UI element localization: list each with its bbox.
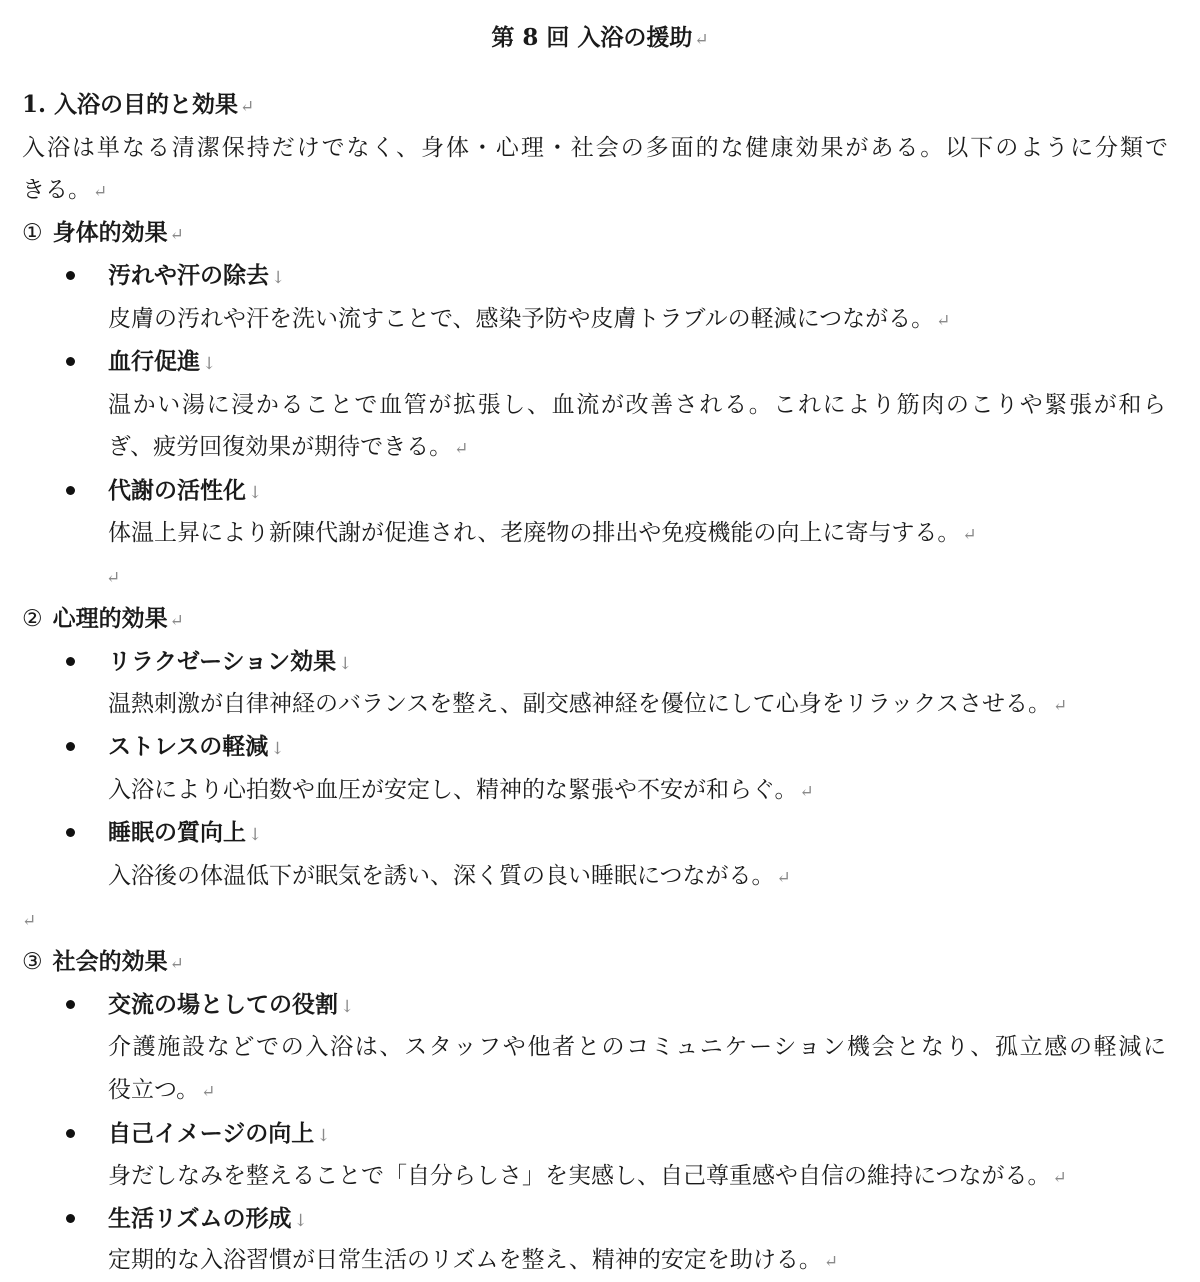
paragraph-mark: ↵ (936, 311, 951, 331)
item-heading-text: 自己イメージの向上 (108, 1120, 315, 1147)
item-heading-text: リラクゼーション効果 (108, 648, 337, 675)
item-body-text: 温熱刺激が自律神経のバランスを整え、副交感神経を優位にして心身をリラックスさせる。 (108, 691, 1051, 717)
intro-line (22, 132, 1168, 164)
line-break-mark: ↓ (248, 483, 263, 503)
bullet-icon (66, 742, 75, 751)
intro-line-text: きる。 (22, 177, 91, 203)
paragraph-mark: ↵ (201, 1082, 216, 1102)
line-break-mark: ↓ (271, 268, 286, 288)
category-number: ③ (22, 949, 43, 975)
page-title-text: 第 8 回 入浴の援助 (491, 24, 693, 51)
item-heading (108, 817, 262, 849)
item-body-line (108, 1244, 838, 1276)
empty-paragraph (20, 903, 36, 935)
paragraph-mark: ↵ (1053, 696, 1068, 716)
item-body-text: 役立つ。 (108, 1077, 200, 1103)
line-break-mark: ↓ (293, 1211, 308, 1231)
page-title (0, 22, 1200, 54)
paragraph-mark: ↵ (962, 525, 977, 545)
section-heading (22, 89, 254, 121)
bullet-icon (66, 657, 75, 666)
bullet-icon (66, 1000, 75, 1009)
item-heading (108, 346, 216, 378)
bullet-icon (66, 486, 75, 495)
section-heading-text: 1. 入浴の目的と効果 (22, 91, 239, 118)
item-heading (108, 989, 354, 1021)
paragraph-mark: ↵ (823, 1252, 839, 1272)
line-break-mark: ↓ (270, 739, 285, 759)
bullet-icon (66, 1214, 75, 1223)
paragraph-mark: ↵ (169, 611, 184, 631)
paragraph-mark: ↵ (169, 225, 184, 245)
item-heading-text: ストレスの軽減 (108, 733, 269, 760)
item-body-line (108, 860, 791, 892)
item-body-line (108, 389, 1166, 421)
item-body-text: 入浴により心拍数や血圧が安定し、精神的な緊張や不安が和らぐ。 (108, 777, 798, 803)
empty-paragraph (104, 560, 120, 592)
category-heading-psychological (22, 603, 184, 635)
item-body-text: 介護施設などでの入浴は、スタッフや他者とのコミュニケーション機会となり、孤立感の軽減に (108, 1034, 1166, 1060)
paragraph-mark: ↵ (106, 568, 121, 588)
item-heading-text: 生活リズムの形成 (108, 1205, 292, 1232)
category-label: 身体的効果 (52, 219, 168, 246)
paragraph-mark: ↵ (240, 97, 255, 117)
category-heading-social (22, 946, 184, 978)
intro-line-text: 入浴は単なる清潔保持だけでなく、身体・心理・社会の多面的な健康効果がある。以下のように分類で (22, 135, 1168, 161)
item-heading (108, 260, 285, 292)
item-body-line (108, 1160, 1067, 1192)
item-heading (108, 1118, 331, 1150)
paragraph-mark: ↵ (1052, 1168, 1067, 1188)
category-number: ① (22, 220, 43, 246)
item-body-text: 体温上昇により新陳代謝が促進され、老廃物の排出や免疫機能の向上に寄与する。 (108, 520, 961, 546)
category-label: 心理的効果 (52, 605, 168, 632)
bullet-icon (66, 357, 75, 366)
bullet-icon (66, 828, 75, 837)
line-break-mark: ↓ (248, 825, 263, 845)
item-body-line (108, 303, 950, 335)
paragraph-mark: ↵ (454, 439, 469, 459)
item-heading-text: 代謝の活性化 (108, 477, 246, 504)
item-body-line (108, 1074, 215, 1106)
item-body-text: ぎ、疲労回復効果が期待できる。 (108, 434, 453, 460)
item-heading-text: 交流の場としての役割 (108, 991, 338, 1018)
paragraph-mark: ↵ (694, 30, 709, 50)
paragraph-mark: ↵ (22, 911, 37, 931)
bullet-icon (66, 271, 75, 280)
line-break-mark: ↓ (340, 997, 355, 1017)
line-break-mark: ↓ (202, 354, 217, 374)
category-label: 社会的効果 (52, 948, 168, 975)
category-number: ② (22, 606, 43, 632)
paragraph-mark: ↵ (799, 782, 814, 802)
item-body-text: 身だしなみを整えることで「自分らしさ」を実感し、自己尊重感や自信の維持につながる。 (108, 1163, 1051, 1189)
line-break-mark: ↓ (316, 1126, 331, 1146)
item-heading (108, 731, 285, 763)
intro-line (22, 174, 107, 206)
item-body-line (108, 431, 468, 463)
item-heading-text: 汚れや汗の除去 (108, 262, 269, 289)
item-body-line (108, 517, 977, 549)
item-body-line (108, 688, 1067, 720)
item-heading (108, 646, 352, 678)
bullet-icon (66, 1129, 75, 1138)
item-body-text: 温かい湯に浸かることで血管が拡張し、血流が改善される。これにより筋肉のこりや緊張が和ら (108, 392, 1166, 418)
item-heading-text: 血行促進 (108, 348, 200, 375)
item-heading (108, 1203, 308, 1235)
item-body-text: 入浴後の体温低下が眠気を誘い、深く質の良い睡眠につながる。 (108, 863, 775, 889)
item-heading-text: 睡眠の質向上 (108, 819, 246, 846)
item-body-line (108, 1031, 1166, 1063)
item-heading (108, 475, 262, 507)
item-body-text: 皮膚の汚れや汗を洗い流すことで、感染予防や皮膚トラブルの軽減につながる。 (108, 306, 935, 332)
item-body-text: 定期的な入浴習慣が日常生活のリズムを整え、精神的安定を助ける。 (108, 1247, 822, 1273)
category-heading-physical (22, 217, 184, 249)
paragraph-mark: ↵ (169, 954, 184, 974)
item-body-line (108, 774, 814, 806)
paragraph-mark: ↵ (776, 868, 791, 888)
line-break-mark: ↓ (338, 654, 353, 674)
paragraph-mark: ↵ (93, 182, 108, 202)
